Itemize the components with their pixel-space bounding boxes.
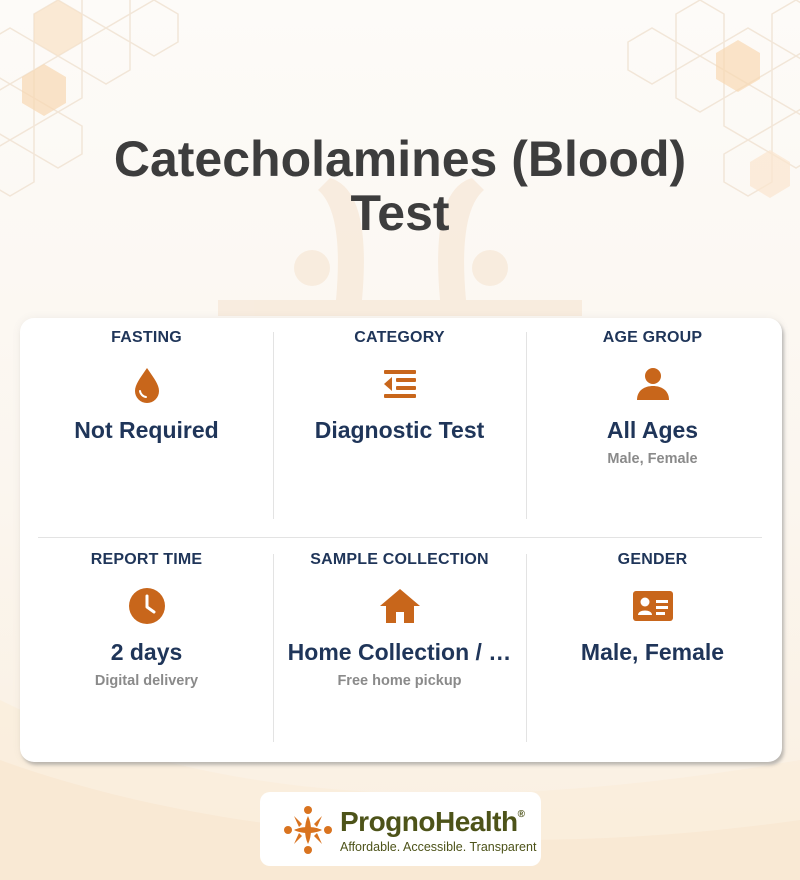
report-time-cell <box>20 550 273 690</box>
page-title-line-2: Test <box>350 185 450 241</box>
sample-collection-value: Home Collection / … <box>287 639 512 665</box>
age-group-value: All Ages <box>606 417 699 443</box>
report-time-sub: Digital delivery <box>94 673 199 689</box>
gender-value: Male, Female <box>580 639 725 665</box>
age-group-cell <box>526 328 779 468</box>
sample-collection-cell <box>273 550 526 690</box>
age-group-sub: Male, Female <box>607 451 698 467</box>
id-card-icon <box>633 586 673 626</box>
category-cell <box>273 328 526 444</box>
sample-collection-label: SAMPLE COLLECTION <box>310 551 489 568</box>
page-title-line-1: Catecholamines (Blood) <box>113 131 687 187</box>
report-time-value: 2 days <box>110 639 183 665</box>
category-label: CATEGORY <box>354 329 445 346</box>
fasting-label: FASTING <box>111 329 182 346</box>
brand-logo <box>260 792 541 866</box>
clock-icon <box>127 586 167 626</box>
category-value: Diagnostic Test <box>314 417 485 443</box>
gender-label: GENDER <box>617 551 688 568</box>
report-time-label: REPORT TIME <box>90 551 203 568</box>
gender-cell <box>526 550 779 666</box>
fasting-value: Not Required <box>74 417 219 443</box>
brand-tagline: Affordable. Accessible. Transparent <box>340 840 537 854</box>
prognohealth-logo-icon <box>280 802 336 858</box>
drop-icon <box>127 364 167 404</box>
person-icon <box>633 364 673 404</box>
home-icon <box>380 586 420 626</box>
list-indent-icon <box>380 364 420 404</box>
fasting-cell <box>20 328 273 444</box>
sample-collection-sub: Free home pickup <box>337 673 462 689</box>
row-divider <box>38 537 762 538</box>
test-details-card <box>20 318 782 762</box>
brand-name: PrognoHealth® <box>340 806 525 837</box>
page-title <box>0 132 800 240</box>
age-group-label: AGE GROUP <box>602 329 703 346</box>
